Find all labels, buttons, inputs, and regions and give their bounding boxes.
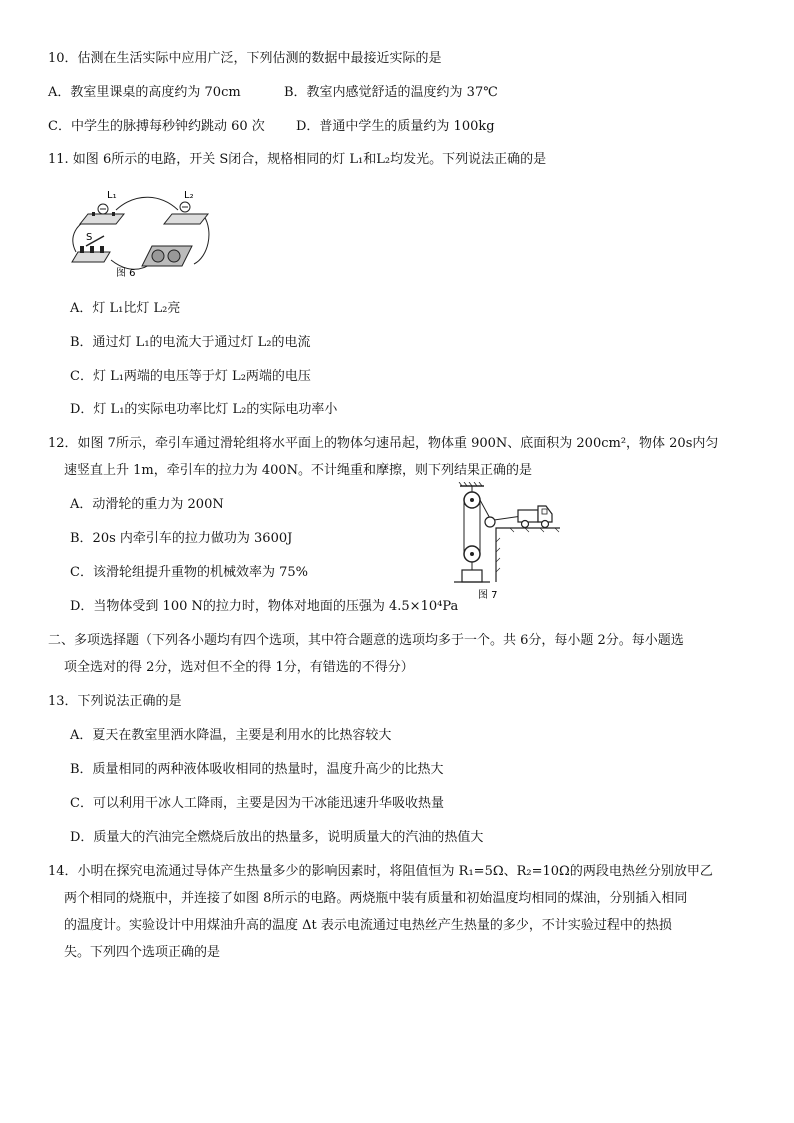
q13-option-b: B．质量相同的两种液体吸收相同的热量时，温度升高少的比热大 [70,762,444,777]
q12-option-a: A．动滑轮的重力为 200N [70,497,224,512]
figure-6-caption: 图 6 [116,268,136,279]
q11-option-d: D．灯 L₁的实际电功率比灯 L₂的实际电功率小 [70,402,338,417]
section2-heading-line1: 二、多项选择题（下列各小题均有四个选项，其中符合题意的选项均多于一个。共 6分，每小题 2分。每小题选 [48,633,684,648]
q11-option-a: A．灯 L₁比灯 L₂亮 [70,301,181,316]
q11-option-c: C．灯 L₁两端的电压等于灯 L₂两端的电压 [70,369,311,384]
q14-stem-line2: 两个相同的烧瓶中，并连接了如图 8所示的电路。两烧瓶中装有质量和初始温度均相同的煤油，分别插入相同 [64,891,688,906]
label-l1: L₁ [107,190,117,201]
q11-option-b: B．通过灯 L₁的电流大于通过灯 L₂的电流 [70,335,311,350]
circuit-figure-6 [66,182,216,282]
q12-option-c: C．该滑轮组提升重物的机械效率为 75% [70,565,308,580]
q14-stem-line1: 14．小明在探究电流通过导体产生热量多少的影响因素时，将阻值恒为 R₁=5Ω、R₂=10Ω的两段电热丝分别放甲乙 [48,864,713,879]
q10-option-d: D．普通中学生的质量约为 100kg [296,119,495,134]
label-l2: L₂ [184,190,194,201]
section2-heading-line2: 项全选对的得 2分，选对但不全的得 1分，有错选的不得分） [64,660,414,675]
q10-option-b: B．教室内感觉舒适的温度约为 37℃ [284,85,498,100]
lamp-l1 [80,204,124,224]
q12-option-b: B．20s 内牵引车的拉力做功为 3600J [70,531,293,546]
figure-7-caption: 图 7 [478,590,498,601]
q13-option-a: A．夏天在教室里洒水降温，主要是利用水的比热容较大 [70,728,392,743]
q13-stem: 13．下列说法正确的是 [48,694,182,709]
battery-box [142,246,192,266]
label-s: S [86,232,93,243]
q12-option-d: D．当物体受到 100 N的拉力时，物体对地面的压强为 4.5×10⁴Pa [70,599,459,614]
tow-truck [518,506,552,528]
q12-stem-line1: 12．如图 7所示，牵引车通过滑轮组将水平面上的物体匀速吊起，物体重 900N、底面积为 200cm²，物体 20s内匀 [48,436,719,451]
q10-option-c: C．中学生的脉搏每秒钟约跳动 60 次 [48,119,265,134]
q14-stem-line3: 的温度计。实验设计中用煤油升高的温度 Δt 表示电流通过电热丝产生热量的多少，不计实验过程中的热损 [64,918,672,933]
q13-option-c: C．可以利用干冰人工降雨，主要是因为干冰能迅速升华吸收热量 [70,796,444,811]
lamp-l2 [164,202,208,224]
q13-option-d: D．质量大的汽油完全燃烧后放出的热量多，说明质量大的汽油的热值大 [70,830,484,845]
q14-stem-line4: 失。下列四个选项正确的是 [64,945,221,960]
q10-option-a: A．教室里课桌的高度约为 70cm [48,85,241,100]
q11-stem: 11. 如图 6所示的电路，开关 S闭合，规格相同的灯 L₁和L₂均发光。下列说法正确的是 [48,152,547,167]
q10-stem: 10．估测在生活实际中应用广泛，下列估测的数据中最接近实际的是 [48,51,442,66]
q12-stem-line2: 速竖直上升 1m，牵引车的拉力为 400N。不计绳重和摩擦，则下列结果正确的是 [64,463,533,478]
weight-block [462,570,482,582]
pulley-figure-7 [450,482,565,602]
